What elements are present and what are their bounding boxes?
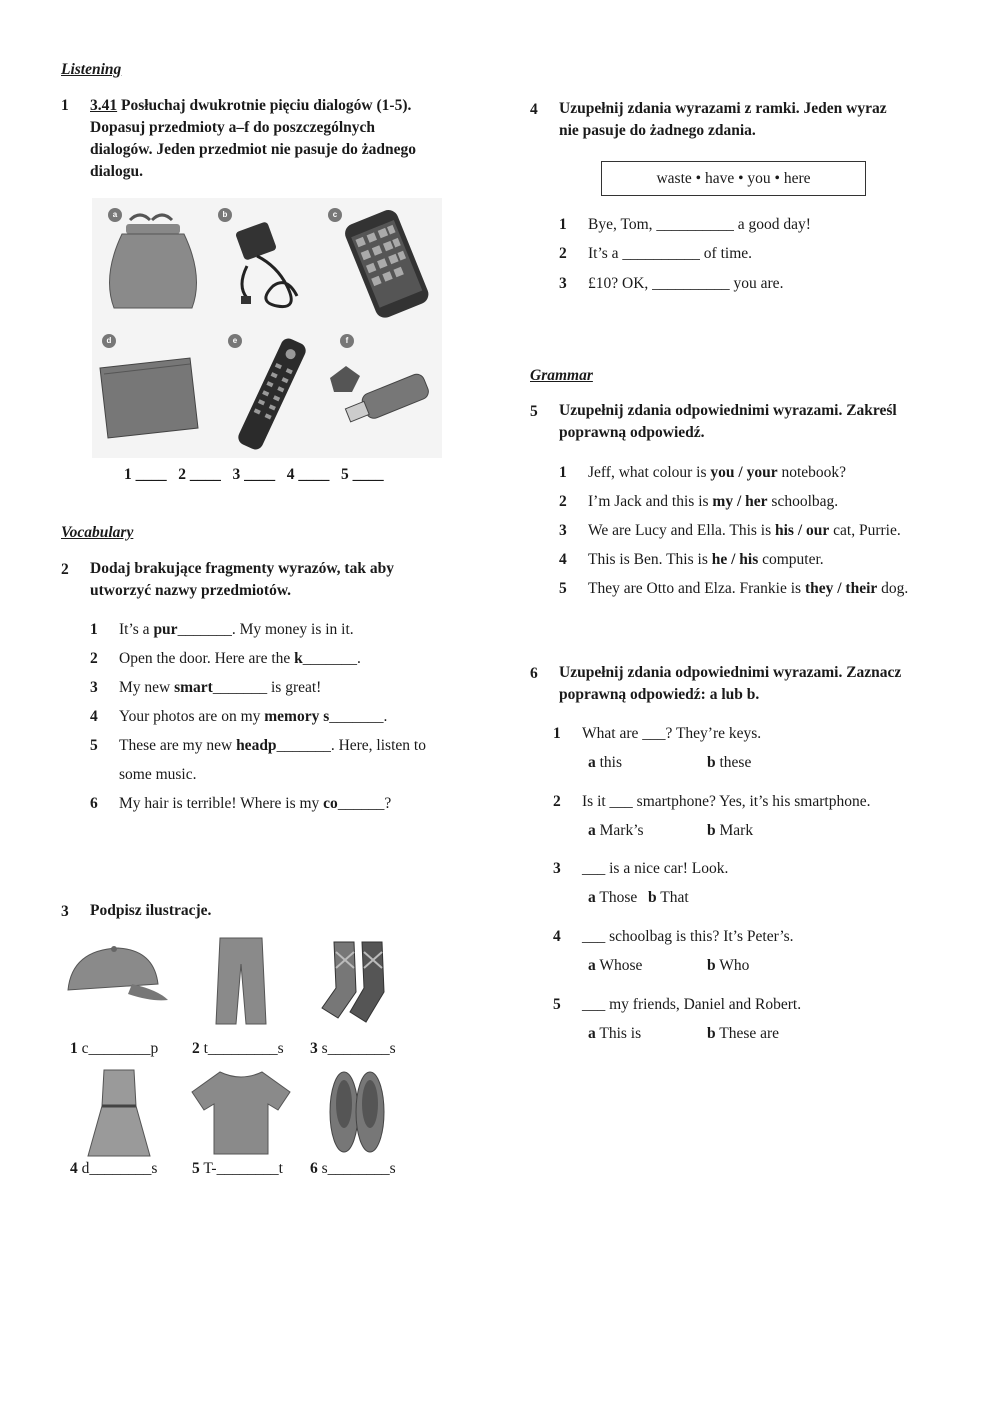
label-b-badge: b [218, 208, 232, 222]
label-a-badge: a [108, 208, 122, 222]
item-text: They are Otto and Elza. Frankie is [588, 580, 805, 597]
item-text: ___ my friends, Daniel and Robert. [582, 996, 802, 1013]
item-text: My new [119, 679, 175, 696]
ex6-item-5 [553, 996, 801, 1014]
ex6-instruction-l2: poprawną odpowiedź: a lub b. [559, 686, 760, 703]
ex4-instruction [559, 98, 959, 142]
ex2-item-5 [90, 737, 426, 755]
caption-number: 2 [192, 1040, 200, 1057]
item-number: 3 [90, 679, 98, 696]
socks-image [318, 938, 398, 1026]
item-text: ___ is a nice car! Look. [582, 860, 729, 877]
option-text: Mark’s [599, 822, 644, 839]
item-text: cat, Purrie. [829, 522, 901, 539]
option-letter: a [588, 889, 596, 906]
ex5-item-4 [559, 551, 824, 569]
ex5-item-2 [559, 493, 838, 511]
option-letter: b [707, 822, 716, 839]
ex1-answer-slots: 1 ____ 2 ____ 3 ____ 4 ____ 5 ____ [124, 466, 384, 483]
caption-blank: c________p [81, 1040, 159, 1057]
option-letter: a [588, 822, 596, 839]
ex3-caption-4 [70, 1160, 157, 1178]
item-text: This is Ben. This is [588, 551, 712, 568]
item-blank: _______ is great! [212, 679, 322, 696]
item-text: Is it ___ smartphone? Yes, it’s his smartphone. [582, 793, 871, 810]
ex3-caption-3 [310, 1040, 396, 1058]
item-text: My hair is terrible! Where is my [119, 795, 324, 812]
ex5-item-5 [559, 580, 908, 598]
ex1-picture-grid [92, 198, 442, 458]
dress-image [84, 1066, 154, 1160]
choice-options[interactable]: my / her [712, 493, 768, 510]
ex2-instruction-l2: utworzyć nazwy przedmiotów. [90, 582, 292, 599]
option-text: this [599, 754, 623, 771]
grammar-heading: Grammar [530, 367, 593, 384]
item-blank: _______. Here, listen to [276, 737, 426, 754]
trousers-image [210, 934, 272, 1026]
ex5-instruction [559, 400, 959, 444]
item-text: Jeff, what colour is [588, 464, 711, 481]
ex6-item-1-option-a[interactable] [588, 754, 622, 772]
option-text: This is [599, 1025, 642, 1042]
ex5-item-1 [559, 464, 846, 482]
item-number: 3 [553, 860, 561, 877]
ex1-number: 1 [61, 97, 69, 114]
ex6-item-5-option-a[interactable] [588, 1025, 641, 1043]
item-text: Bye, Tom, __________ a good day! [588, 216, 811, 233]
ex1-instruction [90, 95, 470, 183]
item-blank: _______. [329, 708, 388, 725]
ex3-instruction: Podpisz ilustracje. [90, 902, 212, 919]
item-number: 1 [559, 216, 567, 233]
vocabulary-heading: Vocabulary [61, 524, 134, 541]
item-text: We are Lucy and Ella. This is [588, 522, 775, 539]
caption-blank: s________s [321, 1160, 396, 1177]
item-text: Your photos are on my [119, 708, 265, 725]
option-letter: b [707, 957, 716, 974]
option-text: Mark [719, 822, 754, 839]
option-letter: a [588, 957, 596, 974]
ex6-item-4-option-a[interactable] [588, 957, 642, 975]
option-text: Whose [599, 957, 643, 974]
item-blank: _______. [302, 650, 361, 667]
ex6-item-3-option-b[interactable] [648, 889, 689, 907]
item-number: 5 [90, 737, 98, 754]
item-number: 2 [559, 245, 567, 262]
option-text: these [719, 754, 752, 771]
ex1-instruction-l2: Dopasuj przedmioty a–f do poszczególnych [90, 119, 376, 136]
item-text: schoolbag. [767, 493, 839, 510]
item-text: I’m Jack and this is [588, 493, 713, 510]
item-text: It’s a __________ of time. [588, 245, 753, 262]
item-text: computer. [758, 551, 824, 568]
shoes-image [326, 1068, 388, 1158]
item-text: These are my new [119, 737, 237, 754]
ex5-number: 5 [530, 403, 538, 420]
ex6-instruction [559, 662, 959, 706]
ex4-instruction-l1: Uzupełnij zdania wyrazami z ramki. Jeden wyraz [559, 100, 887, 117]
item-number: 6 [90, 795, 98, 812]
ex2-item-3 [90, 679, 321, 697]
item-bold: memory s [264, 708, 330, 725]
item-text: £10? OK, __________ you are. [588, 275, 784, 292]
ex6-item-2-option-b[interactable] [707, 822, 753, 840]
item-number: 2 [553, 793, 561, 810]
smartphone-image [332, 206, 440, 318]
charger-image [217, 206, 327, 318]
choice-options[interactable]: they / their [804, 580, 878, 597]
ex6-item-2 [553, 793, 870, 811]
caption-blank: T-________t [203, 1160, 283, 1177]
ex4-item-1 [559, 216, 811, 234]
item-number: 3 [559, 522, 567, 539]
ex2-item-4 [90, 708, 387, 726]
option-letter: a [588, 1025, 596, 1042]
item-number: 2 [90, 650, 98, 667]
item-number: 4 [559, 551, 567, 568]
ex2-instruction [90, 558, 470, 602]
ex6-item-3 [553, 860, 728, 878]
item-text: It’s a [119, 621, 154, 638]
caption-blank: s________s [321, 1040, 396, 1057]
item-number: 1 [559, 464, 567, 481]
label-d-badge: d [102, 334, 116, 348]
item-number: 4 [553, 928, 561, 945]
option-text: That [660, 889, 689, 906]
track-number: 3.41 [90, 97, 118, 114]
label-f-badge: f [340, 334, 354, 348]
item-number: 1 [90, 621, 98, 638]
ex5-instruction-l1: Uzupełnij zdania odpowiednimi wyrazami. Zakreśl [559, 402, 897, 419]
memory-stick-image [324, 348, 440, 448]
ex4-item-2 [559, 245, 752, 263]
ex6-instruction-l1: Uzupełnij zdania odpowiednimi wyrazami. Zaznacz [559, 664, 902, 681]
remote-control-image [217, 334, 327, 454]
ex6-item-1 [553, 725, 761, 743]
ex3-caption-6 [310, 1160, 396, 1178]
ex3-caption-5 [192, 1160, 283, 1178]
item-number: 3 [559, 275, 567, 292]
ex6-item-3-option-a[interactable] [588, 889, 637, 907]
ex1-instruction-l1: Posłuchaj dwukrotnie pięciu dialogów (1-5). [121, 97, 412, 114]
ex4-instruction-l2: nie pasuje do żadnego zdania. [559, 122, 756, 139]
ex6-number: 6 [530, 665, 538, 682]
cap-image [62, 940, 172, 1010]
item-text: ___ schoolbag is this? It’s Peter’s. [582, 928, 794, 945]
ex6-item-4 [553, 928, 794, 946]
option-letter: b [707, 754, 716, 771]
ex6-item-1-option-b[interactable] [707, 754, 751, 772]
ex3-caption-2 [192, 1040, 284, 1058]
option-text: Those [599, 889, 638, 906]
item-number: 2 [559, 493, 567, 510]
ex2-item-6 [90, 795, 391, 813]
option-letter: a [588, 754, 596, 771]
ex6-item-5-option-b[interactable] [707, 1025, 779, 1043]
word-box: waste • have • you • here [601, 161, 866, 196]
caption-number: 4 [70, 1160, 78, 1177]
option-text: Who [719, 957, 750, 974]
item-blank: _______. My money is in it. [177, 621, 354, 638]
listening-heading: Listening [61, 61, 122, 78]
item-text: Open the door. Here are the [119, 650, 295, 667]
ex6-item-2-option-a[interactable] [588, 822, 644, 840]
caption-number: 1 [70, 1040, 78, 1057]
ex3-number: 3 [61, 903, 69, 920]
item-number: 1 [553, 725, 561, 742]
item-blank: ______? [337, 795, 392, 812]
choice-options[interactable]: his / our [775, 522, 830, 539]
item-bold: headp [236, 737, 277, 754]
option-text: These are [719, 1025, 780, 1042]
item-bold: smart [174, 679, 213, 696]
ex2-item-1 [90, 621, 354, 639]
ex2-item-2 [90, 650, 361, 668]
purse-image [100, 206, 208, 318]
ex1-instruction-l4: dialogu. [90, 163, 143, 180]
item-number: 5 [553, 996, 561, 1013]
label-c-badge: c [328, 208, 342, 222]
ex2-number: 2 [61, 561, 69, 578]
option-letter: b [648, 889, 657, 906]
choice-options[interactable]: he / his [711, 551, 759, 568]
caption-number: 5 [192, 1160, 200, 1177]
ex5-instruction-l2: poprawną odpowiedź. [559, 424, 705, 441]
wallet-image [94, 338, 206, 450]
label-e-badge: e [228, 334, 242, 348]
item-number: 4 [90, 708, 98, 725]
ex1-instruction-l3: dialogów. Jeden przedmiot nie pasuje do żadnego [90, 141, 416, 158]
item-text: What are ___? They’re keys. [582, 725, 762, 742]
caption-blank: t_________s [203, 1040, 284, 1057]
option-letter: b [707, 1025, 716, 1042]
item-text: notebook? [777, 464, 847, 481]
tshirt-image [190, 1068, 292, 1158]
caption-number: 3 [310, 1040, 318, 1057]
ex6-item-4-option-b[interactable] [707, 957, 749, 975]
caption-blank: d________s [81, 1160, 158, 1177]
item-bold: pur [153, 621, 178, 638]
item-number: 5 [559, 580, 567, 597]
item-bold: co [323, 795, 338, 812]
ex2-instruction-l1: Dodaj brakujące fragmenty wyrazów, tak aby [90, 560, 394, 577]
item-text: dog. [877, 580, 909, 597]
caption-number: 6 [310, 1160, 318, 1177]
item-bold: k [294, 650, 303, 667]
ex5-item-3 [559, 522, 901, 540]
ex4-item-3 [559, 275, 783, 293]
ex3-caption-1 [70, 1040, 158, 1058]
ex4-number: 4 [530, 101, 538, 118]
ex2-item-5-continued: some music. [119, 766, 197, 783]
choice-options[interactable]: you / your [710, 464, 778, 481]
